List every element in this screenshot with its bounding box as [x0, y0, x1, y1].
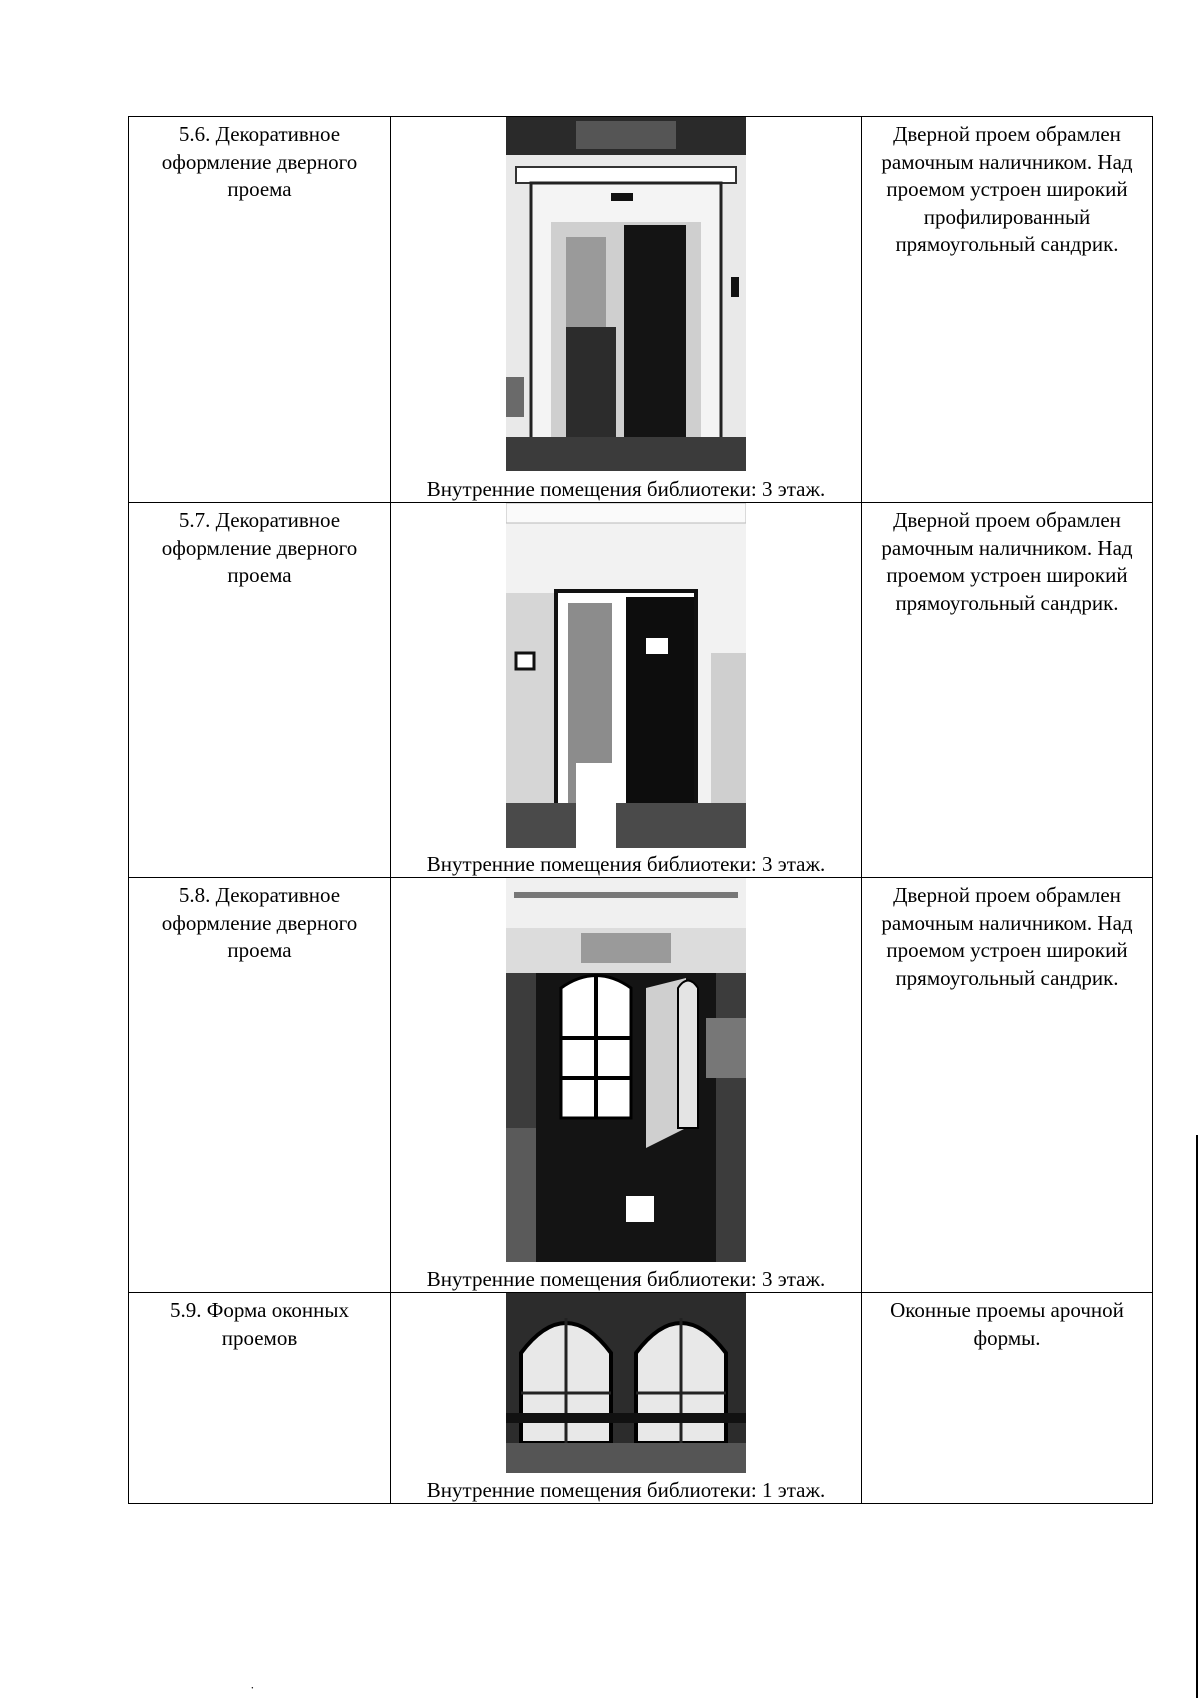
feature-name-cell — [129, 878, 391, 1293]
table-row — [129, 117, 1153, 503]
photo-cell — [391, 878, 862, 1293]
features-table — [128, 116, 1153, 1504]
feature-name-cell — [129, 1293, 391, 1504]
photo-caption: Внутренние помещения библиотеки: 3 этаж. — [426, 1267, 826, 1291]
feature-description: Оконные проемы арочной формы. — [890, 1298, 1124, 1350]
feature-name: 5.8. Декоративное оформление дверного проема — [161, 883, 358, 962]
feature-description: Дверной проем обрамлен рамочным наличником. Над проемом устроен широкий прямоугольный сандрик. — [881, 883, 1133, 990]
table-row — [129, 1293, 1153, 1504]
page-edge-rule — [1196, 1135, 1198, 1698]
photo-caption: Внутренние помещения библиотеки: 1 этаж. — [426, 1478, 826, 1502]
feature-description-cell — [862, 878, 1153, 1293]
feature-name: 5.7. Декоративное оформление дверного проема — [161, 508, 358, 587]
doorway-photo — [506, 117, 746, 471]
feature-name: 5.9. Форма оконных проемов — [170, 1298, 349, 1350]
feature-description: Дверной проем обрамлен рамочным наличником. Над проемом устроен широкий профилированный прямоугольный сандрик. — [881, 122, 1133, 256]
photo-cell — [391, 1293, 862, 1504]
table-row — [129, 878, 1153, 1293]
doorway-photo — [506, 503, 746, 848]
photo-caption: Внутренние помещения библиотеки: 3 этаж. — [426, 852, 826, 876]
feature-description: Дверной проем обрамлен рамочным наличником. Над проемом устроен широкий прямоугольный сандрик. — [881, 508, 1133, 615]
feature-name-cell — [129, 117, 391, 503]
feature-description-cell — [862, 503, 1153, 878]
doorway-photo — [506, 878, 746, 1262]
scan-mark: ˙ — [250, 1685, 255, 1700]
photo-cell — [391, 117, 862, 503]
photo-cell — [391, 503, 862, 878]
feature-name-cell — [129, 503, 391, 878]
feature-name: 5.6. Декоративное оформление дверного проема — [161, 122, 358, 201]
table-row — [129, 503, 1153, 878]
feature-description-cell — [862, 117, 1153, 503]
feature-description-cell — [862, 1293, 1153, 1504]
photo-caption: Внутренние помещения библиотеки: 3 этаж. — [426, 477, 826, 501]
windows-photo — [506, 1293, 746, 1473]
